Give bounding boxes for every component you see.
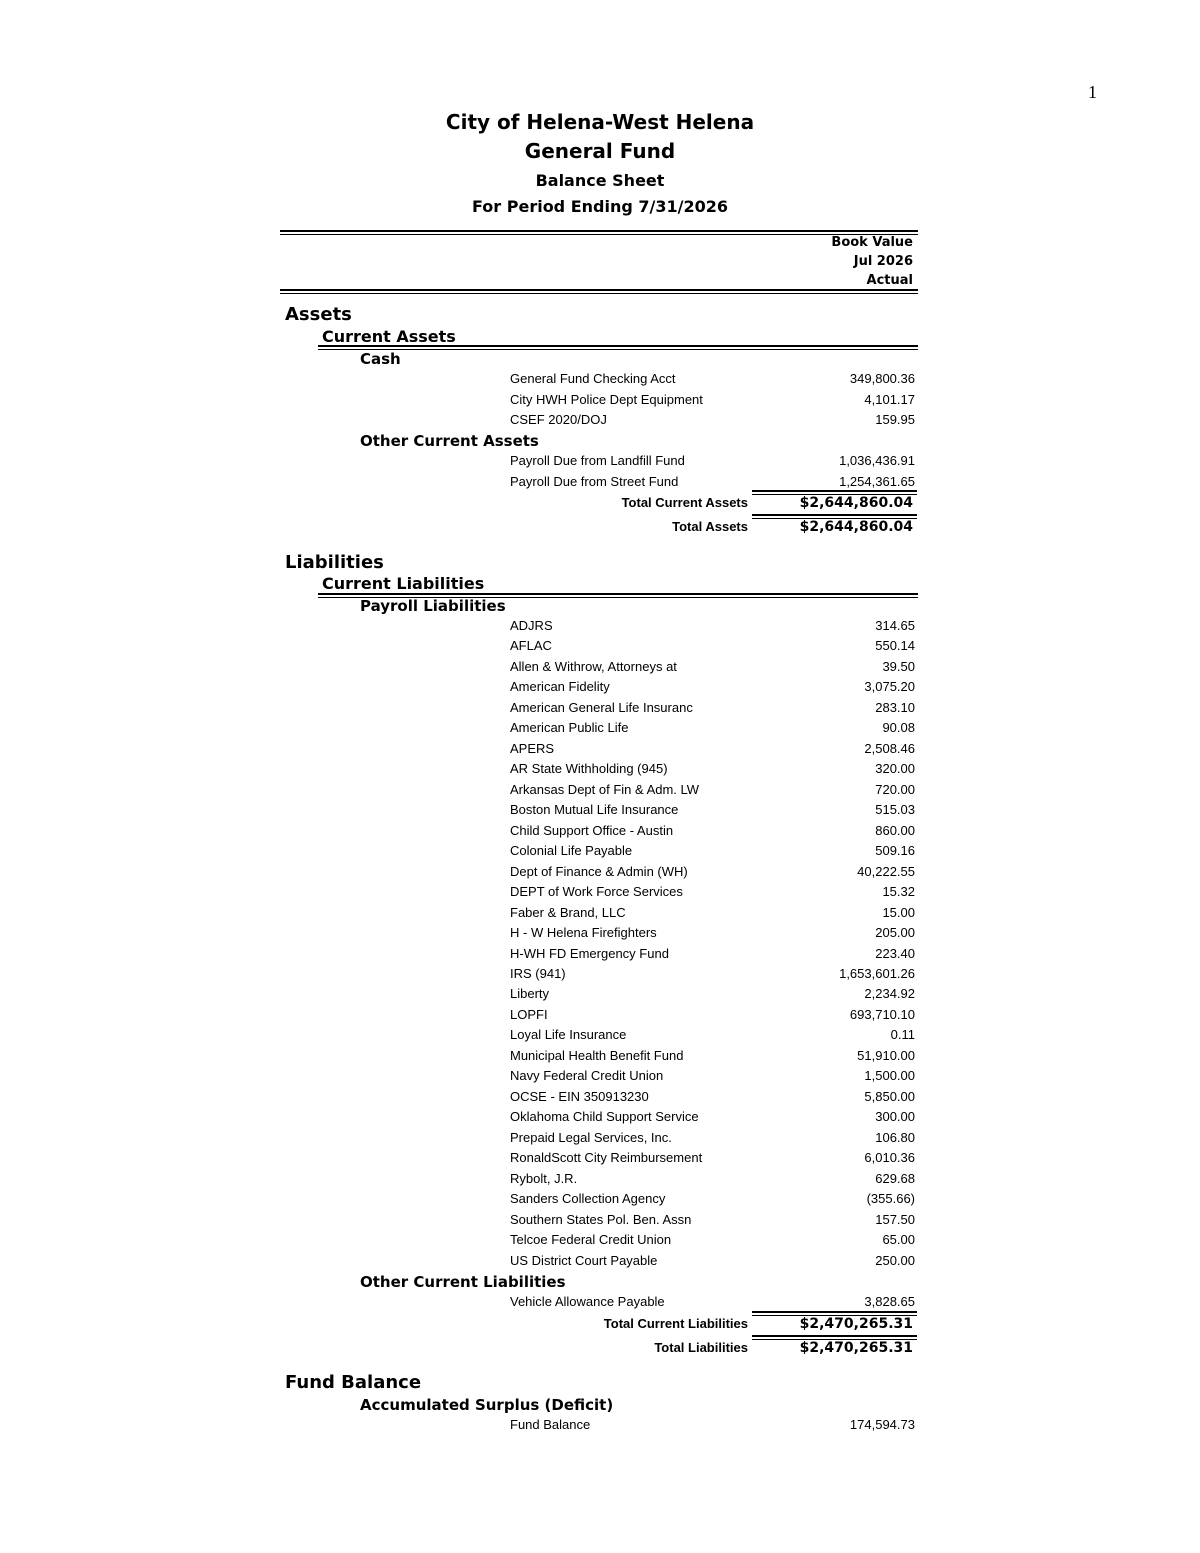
line-item-row [510,964,915,984]
line-item-label: AR State Withholding (945) [510,761,668,777]
line-item-amount: (355.66) [866,1191,915,1207]
line-item-amount: 5,850.00 [864,1088,915,1104]
line-item-label: American Fidelity [510,679,610,695]
entity-title: City of Helena-West Helena [445,110,755,134]
line-item-amount: 509.16 [875,843,915,859]
line-item-amount: 720.00 [875,781,915,797]
line-item-amount: 314.65 [875,618,915,633]
line-item-row [510,472,915,492]
line-item-label: Payroll Due from Street Fund [510,473,679,489]
line-item-label: Loyal Life Insurance [510,1027,627,1043]
line-item-row [510,451,915,471]
line-item-amount: 349,800.36 [849,371,915,386]
page-number: 1 [1088,82,1097,102]
total-liabilities-row [510,1337,915,1359]
line-item-row [510,1230,915,1250]
current-assets-rule [318,345,918,350]
line-item-row [510,1189,915,1209]
line-item-amount: 320.00 [875,761,915,777]
line-item-label: Boston Mutual Life Insurance [510,802,679,818]
line-item-row [510,657,915,677]
line-item-label: City HWH Police Dept Equipment [510,391,703,407]
line-item-row [510,1148,915,1168]
total-current-assets-row [510,492,915,514]
column-header-line3: Actual [866,273,913,288]
line-item-row [510,616,915,636]
line-item-label: ADJRS [510,618,553,633]
line-item-label: Municipal Health Benefit Fund [510,1047,684,1063]
section-other-current-liabilities: Other Current Liabilities [360,1273,566,1291]
line-item-row [510,1107,915,1127]
line-item-label: Payroll Due from Landfill Fund [510,453,685,468]
line-item-label: American General Life Insuranc [510,699,693,715]
line-item-label: Sanders Collection Agency [510,1191,666,1207]
section-other-current-assets: Other Current Assets [360,432,539,450]
line-item-label: Southern States Pol. Ben. Assn [510,1211,692,1227]
line-item-amount: 159.95 [875,412,915,427]
line-item-amount: 15.32 [882,884,915,900]
total-amount: $2,470,265.31 [799,1316,913,1332]
section-payroll-liabilities: Payroll Liabilities [360,597,506,615]
total-current-liabilities-row [510,1313,915,1335]
line-item-row [510,369,915,389]
line-item-amount: 3,828.65 [864,1294,915,1309]
line-item-label: IRS (941) [510,965,566,981]
total-label: Total Current Liabilities [603,1316,748,1331]
section-cash: Cash [360,350,401,368]
line-item-amount: 39.50 [882,658,915,674]
line-item-row [510,923,915,943]
line-item-row [510,800,915,820]
total-amount: $2,470,265.31 [799,1340,913,1356]
line-item-label: Child Support Office - Austin [510,822,674,838]
line-item-amount: 4,101.17 [864,391,915,407]
total-label: Total Assets [672,519,748,534]
line-item-amount: 174,594.73 [849,1417,915,1432]
line-item-amount: 860.00 [875,822,915,838]
line-item-amount: 51,910.00 [857,1047,915,1063]
line-item-row [510,984,915,1004]
line-item-amount: 2,508.46 [864,740,915,756]
line-item-row [510,636,915,656]
line-item-amount: 6,010.36 [864,1150,915,1166]
line-item-label: H - W Helena Firefighters [510,925,657,941]
section-liabilities: Liabilities [285,552,384,573]
line-item-label: Arkansas Dept of Fin & Adm. LW [510,781,700,797]
line-item-row [510,821,915,841]
report-header [0,108,1200,220]
line-item-amount: 0.11 [890,1027,915,1043]
line-item-row [510,1169,915,1189]
section-assets: Assets [285,304,352,325]
line-item-amount: 1,254,361.65 [839,473,915,489]
line-item-amount: 40,222.55 [857,863,915,879]
line-item-amount: 629.68 [875,1170,915,1186]
line-item-label: Colonial Life Payable [510,843,633,859]
section-current-liabilities: Current Liabilities [322,574,485,593]
line-item-row [510,677,915,697]
line-item-amount: 1,500.00 [864,1068,915,1084]
line-item-label: Liberty [510,986,550,1002]
section-current-assets: Current Assets [322,327,456,346]
section-fund-balance: Fund Balance [285,1372,422,1393]
line-item-amount: 515.03 [875,802,915,818]
total-label: Total Current Assets [621,495,748,510]
line-item-label: APERS [510,740,555,756]
line-item-label: DEPT of Work Force Services [510,884,683,900]
line-item-row [510,1087,915,1107]
line-item-row [510,1128,915,1148]
report-title: Balance Sheet [535,171,665,190]
line-item-row [510,759,915,779]
column-header-line1: Book Value [831,235,913,250]
line-item-row [510,410,915,430]
line-item-row [510,944,915,964]
line-item-amount: 90.08 [882,720,915,736]
line-item-label: RonaldScott City Reimbursement [510,1150,703,1166]
line-item-label: American Public Life [510,720,629,736]
section-accumulated-surplus: Accumulated Surplus (Deficit) [360,1396,614,1414]
period-title: For Period Ending 7/31/2026 [472,197,728,216]
line-item-label: Telcoe Federal Credit Union [510,1232,672,1248]
total-label: Total Liabilities [654,1340,748,1355]
line-item-row [510,718,915,738]
line-item-label: Faber & Brand, LLC [510,904,626,920]
line-item-amount: 15.00 [882,904,915,920]
line-item-amount: 1,036,436.91 [839,453,915,468]
line-item-row [510,1025,915,1045]
line-item-label: AFLAC [510,638,552,654]
line-item-amount: 250.00 [875,1252,915,1268]
line-item-label: Navy Federal Credit Union [510,1068,664,1084]
line-item-amount: 693,710.10 [849,1006,915,1022]
line-item-row [510,1292,915,1312]
line-item-label: CSEF 2020/DOJ [510,412,607,427]
line-item-row [510,1005,915,1025]
total-amount: $2,644,860.04 [799,519,913,535]
line-item-row [510,739,915,759]
line-item-amount: 205.00 [875,925,915,941]
total-amount: $2,644,860.04 [799,495,913,511]
line-item-label: Vehicle Allowance Payable [510,1294,665,1309]
line-item-row [510,1046,915,1066]
fund-title: General Fund [524,139,676,163]
line-item-amount: 3,075.20 [864,679,915,695]
line-item-label: General Fund Checking Acct [510,371,676,386]
line-item-amount: 283.10 [875,699,915,715]
line-item-row [510,1210,915,1230]
line-item-label: US District Court Payable [510,1252,658,1268]
line-item-amount: 1,653,601.26 [839,965,915,981]
line-item-row [510,862,915,882]
header-bottom-rule [280,289,918,294]
line-item-label: Dept of Finance & Admin (WH) [510,863,688,879]
line-item-row [510,841,915,861]
line-item-label: Oklahoma Child Support Service [510,1109,699,1125]
total-assets-row [510,516,915,538]
line-item-label: Rybolt, J.R. [510,1170,578,1186]
line-item-row [510,1251,915,1271]
line-item-row [510,903,915,923]
line-item-row [510,780,915,800]
line-item-label: Allen & Withrow, Attorneys at [510,658,677,674]
line-item-row [510,1066,915,1086]
line-item-amount: 550.14 [875,638,915,654]
line-item-label: LOPFI [510,1006,548,1022]
line-item-label: OCSE - EIN 350913230 [510,1088,649,1104]
line-item-label: H-WH FD Emergency Fund [510,945,669,961]
line-item-row [510,1415,915,1435]
column-header-line2: Jul 2026 [853,254,913,269]
line-item-label: Prepaid Legal Services, Inc. [510,1129,672,1145]
column-header [760,233,913,290]
line-item-amount: 65.00 [882,1232,915,1248]
line-item-label: Fund Balance [510,1417,591,1432]
line-item-row [510,698,915,718]
line-item-amount: 300.00 [875,1109,915,1125]
line-item-amount: 106.80 [875,1129,915,1145]
line-item-amount: 223.40 [875,945,915,961]
line-item-amount: 2,234.92 [864,986,915,1002]
line-item-row [510,882,915,902]
line-item-amount: 157.50 [875,1211,915,1227]
line-item-row [510,390,915,410]
